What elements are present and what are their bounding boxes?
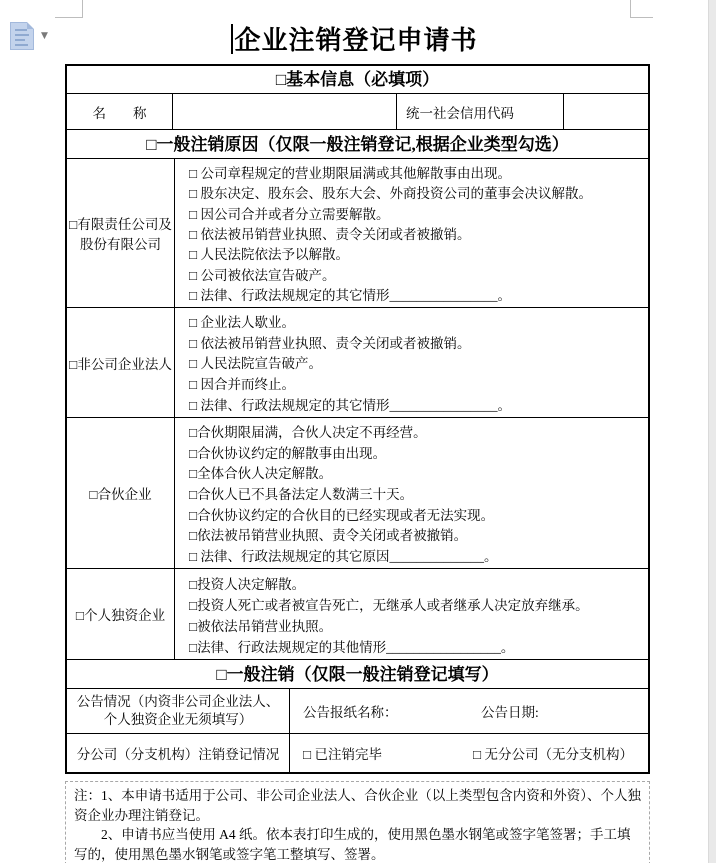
checkbox-option[interactable]: □合伙协议约定的解散事由出现。 (189, 445, 387, 461)
checkbox-option[interactable]: □依法被吊销营业执照、责令关闭或者被撤销。 (189, 528, 468, 544)
reason-options (175, 418, 648, 568)
reason-group-partnership (67, 417, 648, 568)
checkbox-option[interactable]: □投资人死亡或者被宣告死亡，无继承人或者继承人决定放弃继承。 (189, 597, 589, 613)
reason-group-sole-proprietorship (67, 568, 648, 659)
credit-code-label: 统一社会信用代码 (396, 94, 563, 129)
checkbox-option[interactable]: □合伙人已不具备法定人数满三十天。 (189, 486, 414, 502)
checkbox-option[interactable]: □被依法吊销营业执照。 (189, 618, 333, 634)
checkbox-option-other-blank[interactable]: □法律、行政法规规定的其他情形_________________。 (189, 639, 515, 655)
checkbox-option[interactable]: □ 人民法院依法予以解散。 (189, 247, 350, 263)
checkbox-option[interactable]: □ 公司被依法宣告破产。 (189, 267, 336, 283)
scrollbar[interactable] (708, 0, 716, 863)
section-header-cancellation-reason[interactable]: □一般注销原因（仅限一般注销登记,根据企业类型勾选） (67, 129, 648, 158)
checkbox-option[interactable]: □ 股东决定、股东会、股东大会、外商投资公司的董事会决议解散。 (189, 186, 593, 202)
branch-status-label: 分公司（分支机构）注销登记情况 (76, 747, 280, 762)
checkbox-option[interactable]: □ 依法被吊销营业执照、责令关闭或者被撤销。 (189, 226, 471, 242)
name-label: 名 称 (92, 105, 147, 121)
checkbox-option[interactable]: □ 因公司合并或者分立需要解散。 (189, 206, 390, 222)
margin-crop-mark-top-left (55, 0, 83, 18)
footnote-line: 2、申请书应当使用 A4 纸。依本表打印生成的，使用黑色墨水钢笔或签字笔签署；手工填写的，使用黑色墨水钢笔或签字笔工整填写、签署。 (74, 827, 631, 862)
checkbox-option[interactable]: □合伙期限届满，合伙人决定不再经营。 (189, 425, 427, 441)
announcement-row (67, 688, 648, 733)
checkbox-option[interactable]: □ 公司章程规定的营业期限届满或其他解散事由出现。 (189, 166, 512, 182)
checkbox-option[interactable]: □全体合伙人决定解散。 (189, 466, 333, 482)
announcement-label: 公告情况（内资非公司企业法人、个人独资企业无须填写） (76, 694, 280, 727)
newspaper-name-field[interactable]: 公告报纸名称： (303, 705, 398, 720)
announcement-date-field[interactable]: 公告日期: (481, 705, 539, 720)
checkbox-option[interactable]: □ 人民法院宣告破产。 (189, 356, 323, 372)
application-form-table (65, 64, 650, 774)
basic-info-row (67, 93, 648, 129)
section-header-general-cancellation[interactable]: □一般注销（仅限一般注销登记填写） (67, 659, 648, 688)
branch-status-options (289, 734, 648, 772)
reason-group-limited-company (67, 158, 648, 307)
checkbox-option[interactable]: □ 企业法人歇业。 (189, 315, 296, 331)
checkbox-branch-cancelled[interactable]: □ 已注销完毕 (303, 747, 383, 762)
branch-cancellation-row (67, 733, 648, 772)
company-type-checkbox-partnership[interactable]: □合伙企业 (67, 418, 175, 568)
section-header-basic-info[interactable]: □基本信息（必填项） (275, 70, 440, 89)
page-title: 企业注销登记申请书 (231, 20, 477, 57)
credit-code-input-cell[interactable] (563, 94, 648, 129)
reason-options (175, 569, 648, 659)
chevron-down-icon: ▼ (41, 30, 48, 41)
checkbox-no-branch[interactable]: □ 无分公司（无分支机构） (473, 747, 634, 762)
checkbox-option-other-blank[interactable]: □ 法律、行政法规规定的其它情形________________。 (189, 287, 512, 303)
company-type-checkbox-limited[interactable]: □有限责任公司及股份有限公司 (67, 159, 175, 307)
margin-crop-mark-top-right (630, 0, 653, 18)
checkbox-option[interactable]: □投资人决定解散。 (189, 576, 306, 592)
company-type-checkbox-sole-proprietorship[interactable]: □个人独资企业 (67, 569, 175, 659)
reason-options (175, 159, 648, 307)
footnotes-box (65, 781, 650, 863)
checkbox-option-other-blank[interactable]: □ 法律、行政法规规定的其它情形________________。 (189, 397, 512, 413)
footnote-line: 注：1、本申请书适用于公司、非公司企业法人、合伙企业（以上类型包含内资和外资）、个人独资企业办理注销登记。 (74, 788, 641, 823)
reason-options (175, 308, 648, 417)
checkbox-option[interactable]: □合伙协议约定的合伙目的已经实现或者无法实现。 (189, 507, 495, 523)
checkbox-option[interactable]: □ 因合并而终止。 (189, 377, 296, 393)
announcement-fields (289, 689, 648, 733)
checkbox-option-other-blank[interactable]: □ 法律、行政法规规定的其它原因______________。 (189, 548, 498, 564)
company-type-checkbox-non-company[interactable]: □非公司企业法人 (67, 308, 175, 417)
name-input-cell[interactable] (172, 94, 396, 129)
reason-group-non-company-legal-person (67, 307, 648, 417)
checkbox-option[interactable]: □ 依法被吊销营业执照、责令关闭或者被撤销。 (189, 335, 471, 351)
